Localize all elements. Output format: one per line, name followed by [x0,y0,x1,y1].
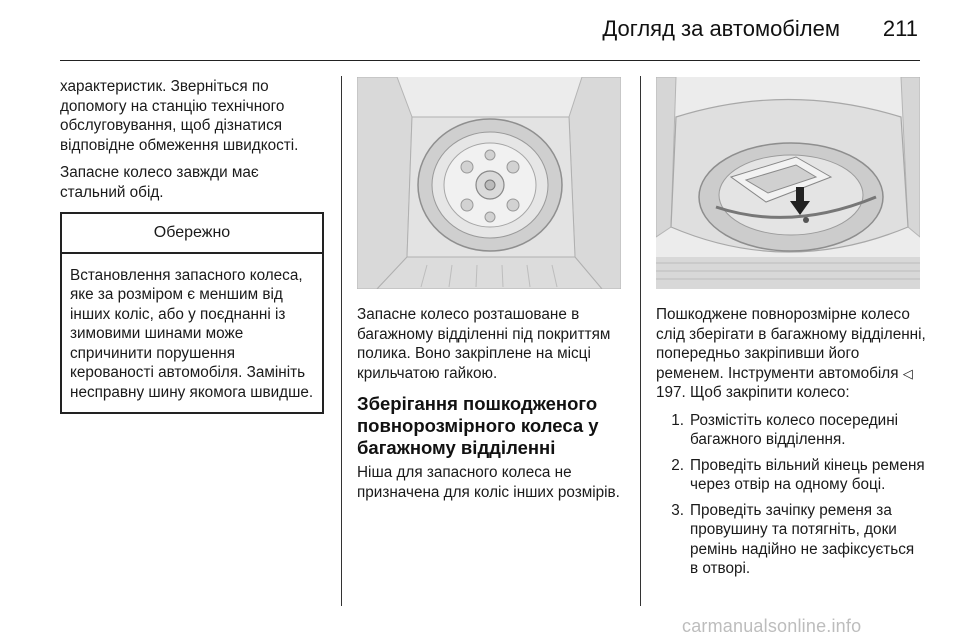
step-number: 2. [671,456,684,474]
damaged-wheel-intro [656,305,926,403]
column-left [60,77,328,414]
spare-wheel-illustration [357,77,621,289]
intro-before-text: Пошкоджене повнорозмірне колесо слід зберігати в багажному відділенні, попередньо закріпивши його ременем. Інструменти автомобіля [656,306,926,382]
list-item [656,456,926,495]
page-reference-icon: ◁ [902,365,913,381]
column-divider-1 [341,76,342,606]
section-heading-storage: Зберігання пошкодженого повнорозмірного колеса у багажному відділенні [357,393,599,458]
paragraph-continuation: характеристик. Зверніться по допомогу на станцію технічного обслуговування, щоб дізнатися відповідне обмеження швидкості. [60,78,299,154]
column-middle [357,77,627,510]
warning-box [60,212,324,414]
spare-wheel-caption: Запасне колесо розташоване в багажному відділенні під покриттям полика. Воно закріплене на місці крильчатою гайкою. [357,306,611,382]
step-number: 3. [671,501,684,519]
damaged-wheel-strap-illustration [656,77,920,289]
paragraph-niche: Ніша для запасного колеса не призначена для коліс інших розмірів. [357,464,620,501]
warning-title: Обережно [62,214,322,254]
strap-steps-list [656,411,926,579]
intro-after-text: 197. Щоб закріпити колесо: [656,384,850,401]
step-text: Проведіть вільний кінець ременя через отвір на одному боці. [690,456,925,493]
page-number: 211 [882,16,918,41]
warning-text: Встановлення запасного колеса, яке за розміром є меншим від інших коліс, або у поєднанні із зимовими шинами може спричинити порушення керованості автомобіля. Замініть несправну шину якомога швидше. [70,266,314,401]
column-divider-2 [640,76,641,606]
warning-body [62,254,322,413]
step-text: Розмістіть колесо посередині багажного відділення. [690,411,899,448]
section-title: Догляд за автомобілем [602,16,840,41]
list-item [656,411,926,450]
step-number: 1. [671,411,684,429]
page-header [60,0,920,61]
column-right [656,77,926,585]
step-text: Проведіть зачіпку ременя за провушину та потягніть, доки ремінь надійно не зафіксується в отворі. [690,501,915,577]
paragraph-steel-rim: Запасне колесо завжди має стальний обід. [60,164,259,201]
list-item [656,501,926,579]
watermark: carmanualsonline.info [682,616,862,636]
